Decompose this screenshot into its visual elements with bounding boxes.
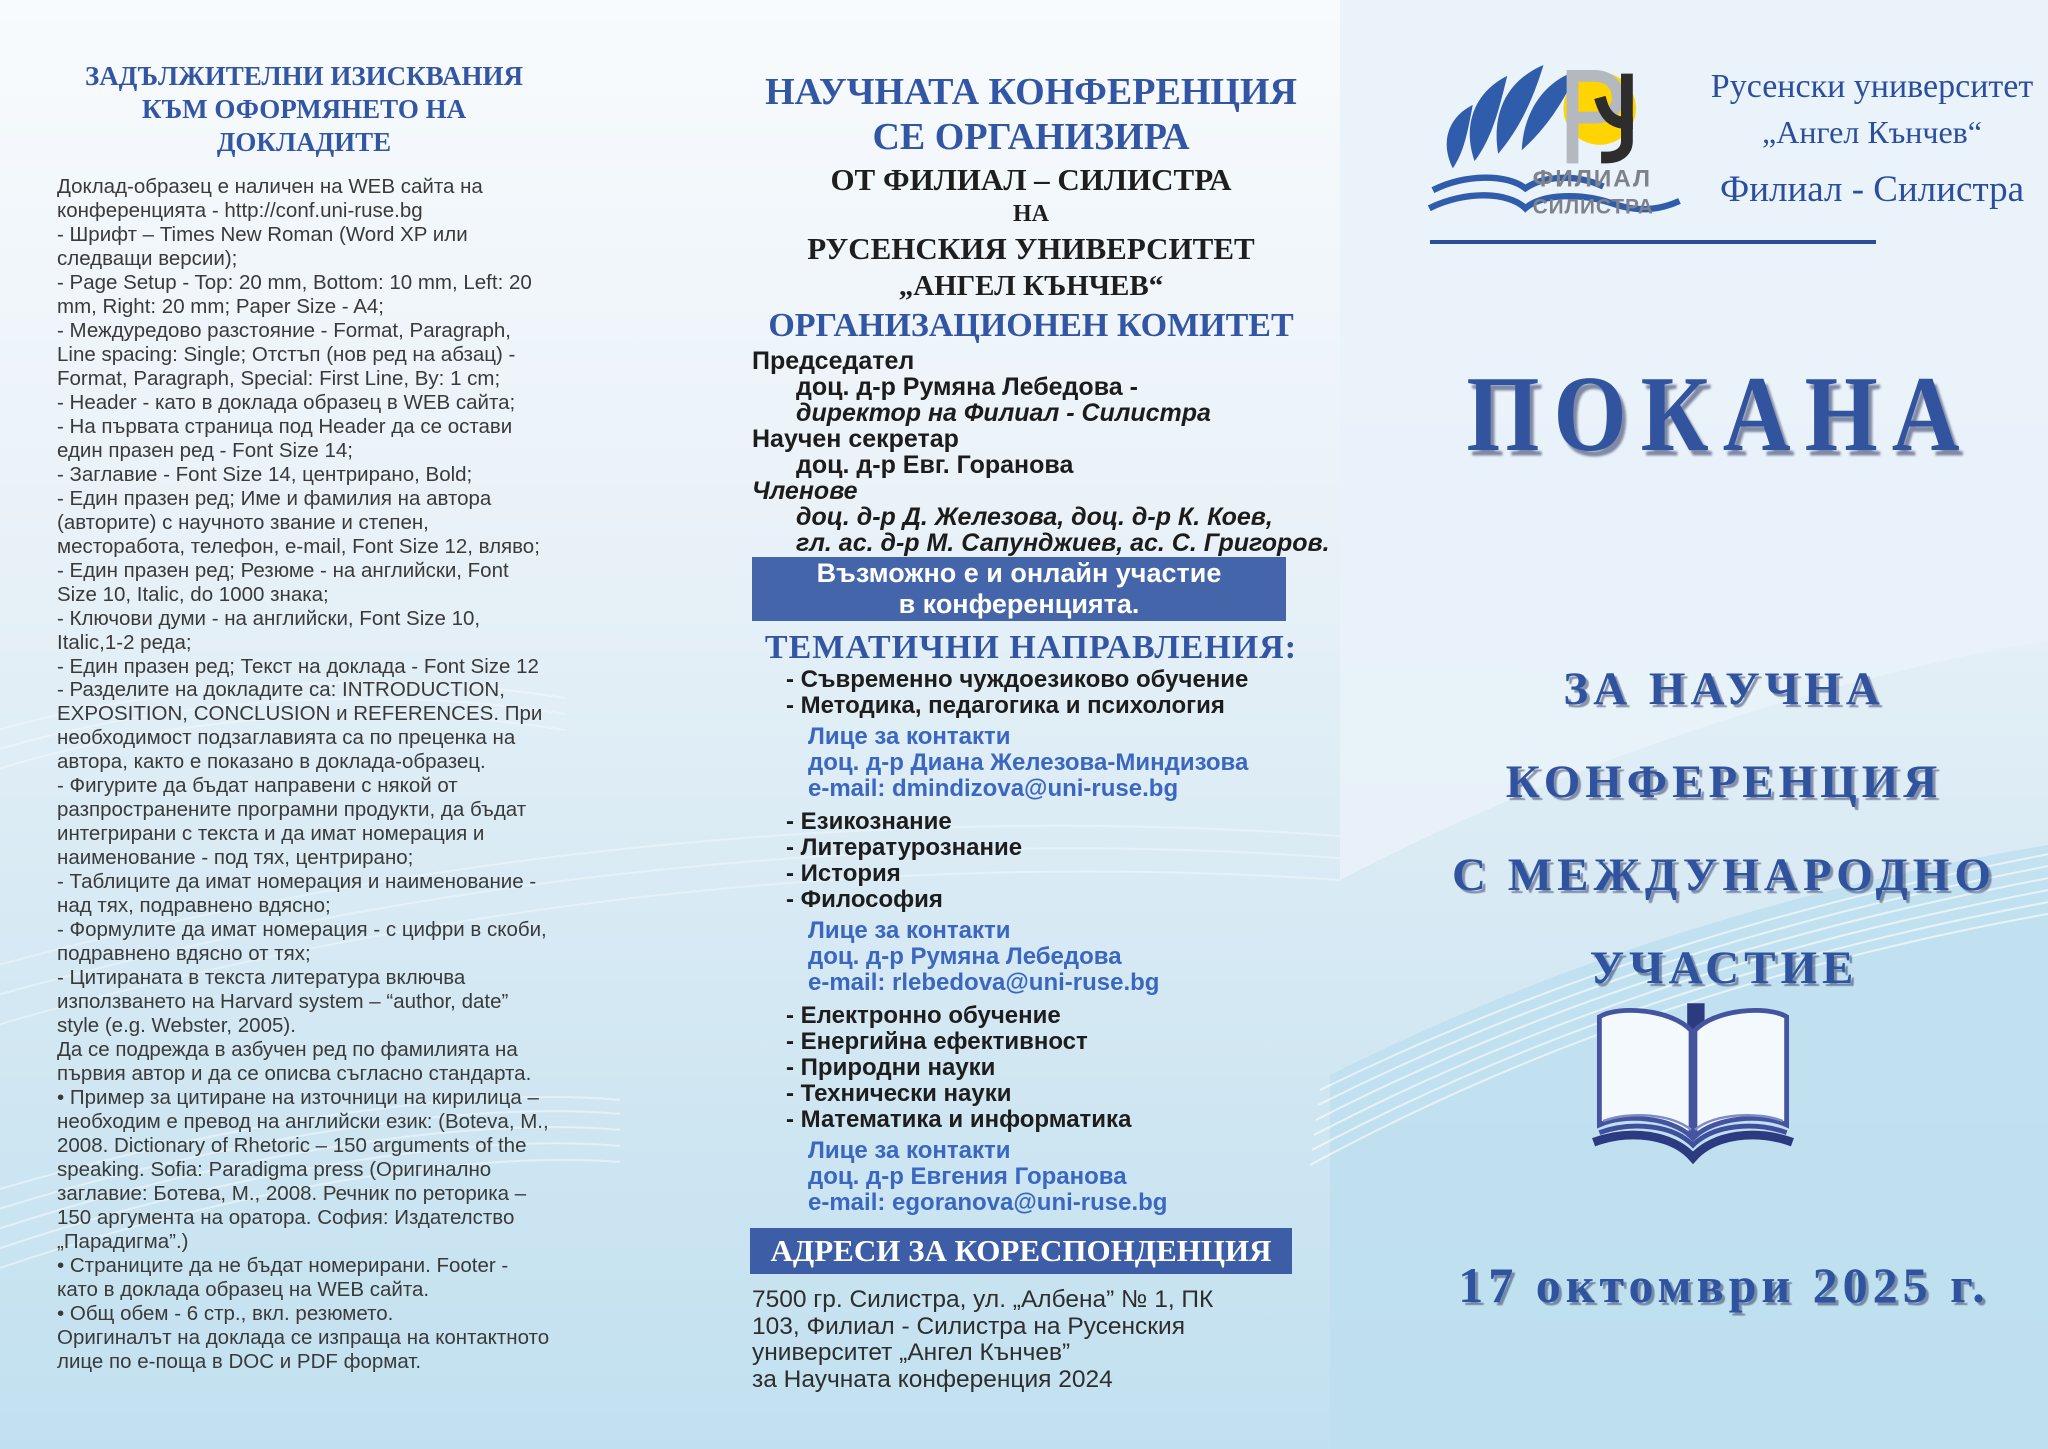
invitation-subtitle-line: КОНФЕРЕНЦИЯ [1505, 755, 1943, 808]
organizer-heading-line: СЕ ОРГАНИЗИРА [872, 116, 1190, 158]
committee-line: доц. д-р Д. Железова, доц. д-р К. Коев, [796, 503, 1273, 531]
organizer-heading-line: ОРГАНИЗАЦИОНЕН КОМИТЕТ [768, 307, 1294, 344]
requirement-item: - Header - като в доклада образец в WEB сайта; [57, 390, 516, 414]
header-divider [1430, 240, 1876, 244]
committee-line: Председател [752, 347, 915, 375]
topic-line: - Технически науки [786, 1080, 1012, 1107]
topic-line: Лице за контакти [808, 1137, 1011, 1164]
requirements-heading-line: КЪМ ОФОРМЯНЕТО НА ДОКЛАДИТЕ [141, 93, 467, 157]
conference-date: 17 октомври 2025 г. [1458, 1257, 1990, 1313]
open-book-icon [1582, 990, 1804, 1198]
correspondence-banner: АДРЕСИ ЗА КОРЕСПОНДЕНЦИЯ [750, 1228, 1292, 1274]
requirement-item: - Разделите на докладите са: INTRODUCTION, EXPOSITION, CONCLUSION и REFERENCES. При необходимост подзаглавията са по преценка на автора, както е показано в доклада-образец. [57, 678, 543, 774]
topic-line: доц. д-р Евгения Горанова [808, 1163, 1127, 1190]
topic-line: e-mail: dmindizova@uni-ruse.bg [808, 775, 1179, 802]
university-name-line: „Ангел Кънчев“ [1762, 114, 1982, 150]
topic-line: доц. д-р Диана Железова-Миндизова [808, 749, 1249, 776]
invitation-title: ПОКАНА [1466, 354, 1974, 474]
branch-logo-icon [1422, 52, 1694, 234]
logo-branch-line2: СИЛИСТРА [1532, 195, 1654, 219]
requirement-item: Оригиналът на доклада се изпраща на контактното лице по е-поща в DOC и PDF формат. [57, 1326, 550, 1374]
organizer-heading-line: ОТ ФИЛИАЛ – СИЛИСТРА [830, 162, 1232, 197]
requirement-item: - Шрифт – Times New Roman (Word XP или следващи версии); [57, 222, 468, 270]
requirement-item: • Общ обем - 6 стр., вкл. резюмето. [57, 1302, 394, 1326]
requirement-item: - Ключови думи - на английски, Font Size 10, Italic,1-2 реда; [57, 606, 481, 654]
invitation-subtitle-line: ЗА НАУЧНА [1563, 662, 1885, 715]
topic-line: - Електронно обучение [786, 1002, 1061, 1029]
committee-line: Членове [752, 477, 858, 505]
online-banner-line: Възможно е и онлайн участие [816, 558, 1222, 588]
requirement-item: - Междуредово разстояние - Format, Paragraph, Line spacing: Single; Отстъп (нов ред на абзац) - Format, Paragraph, Special: First Line, By: 1 cm; [57, 318, 516, 390]
committee-line: гл. ас. д-р М. Сапунджиев, ас. С. Григоров. [796, 529, 1330, 557]
requirement-item: - На първата страница под Header да се остави един празен ред - Font Size 14; [57, 414, 513, 462]
online-banner-line: в конференцията. [898, 589, 1140, 619]
requirements-heading-line: ЗАДЪЛЖИТЕЛНИ ИЗИСКВАНИЯ [85, 61, 523, 91]
correspondence-address [752, 1287, 1332, 1393]
topic-line: - Природни науки [786, 1054, 996, 1081]
university-name [1704, 52, 2040, 236]
requirement-item: - Page Setup - Top: 20 mm, Bottom: 10 mm, Left: 20 mm, Right: 20 mm; Paper Size - A4; [57, 270, 532, 318]
organizer-heading-line: НАУЧНАТА КОНФЕРЕНЦИЯ [765, 71, 1297, 113]
committee-line: директор на Филиал - Силистра [796, 399, 1211, 427]
topic-line: e-mail: egoranova@uni-ruse.bg [808, 1189, 1168, 1216]
topic-line: - Математика и информатика [786, 1106, 1132, 1133]
requirement-item: • Пример за цитиране на източници на кирилица – необходим е превод на английски език: (Boteva, M., 2008. Dictionary of Rhetoric – 150 arguments of the speaking. Sofia: Paradigma press (Оригинално заглавие: Ботева, М., 2008. Речник по реторика – 150 аргумента на оратора. София: Издателство „Парадигма”.) [57, 1086, 549, 1254]
topic-line: Лице за контакти [808, 917, 1011, 944]
logo-branch-line1: ФИЛИАЛ [1532, 165, 1652, 193]
online-participation-banner [752, 557, 1286, 621]
requirements-list [57, 175, 551, 1374]
university-logo-row [1422, 52, 2040, 236]
address-line: 103, Филиал - Силистра на Русенския [752, 1312, 1185, 1340]
topic-line: - Литературознание [786, 834, 1023, 861]
topic-line: e-mail: rlebedova@uni-ruse.bg [808, 969, 1160, 996]
requirement-item: - Един празен ред; Име и фамилия на автора (авторите) с научното звание и степен, месторабота, телефон, e-mail, Font Size 12, вляво; [57, 486, 540, 558]
requirement-item: - Един празен ред; Текст на доклада - Font Size 12 [57, 654, 539, 678]
requirement-item: Доклад-образец е наличен на WEB сайта на конференцията - http://conf.uni-ruse.bg [57, 174, 483, 222]
committee-line: Научен секретар [752, 425, 959, 453]
requirement-item: - Формулите да имат номерация - с цифри в скоби, подравнено вдясно от тях; [57, 918, 547, 966]
committee-line: доц. д-р Евг. Горанова [796, 451, 1074, 479]
topic-line: - История [786, 860, 901, 887]
topics-list [786, 667, 1326, 1223]
topic-line: доц. д-р Румяна Лебедова [808, 943, 1122, 970]
topic-line: Лице за контакти [808, 723, 1011, 750]
topic-line: - Енергийна ефективност [786, 1028, 1088, 1055]
address-line: университет „Ангел Кънчев” [752, 1339, 1071, 1366]
university-name-line: Русенски университет [1710, 68, 2034, 105]
organizer-heading [748, 70, 1314, 347]
requirement-item: - Един празен ред; Резюме - на английски, Font Size 10, Italic, do 1000 знака; [57, 558, 509, 606]
requirements-heading [57, 60, 551, 159]
topic-line: - Философия [786, 886, 943, 913]
invitation-subtitle-line: С МЕЖДУНАРОДНО [1452, 848, 1996, 901]
requirement-item: • Страниците да не бъдат номерирани. Footer - като в доклада образец на WEB сайта. [57, 1254, 509, 1302]
requirement-item: - Таблиците да имат номерация и наименование - над тях, подравнено вдясно; [57, 870, 537, 918]
invitation-subtitle-line: УЧАСТИЕ [1589, 941, 1859, 994]
topic-line: - Езикознание [786, 808, 952, 835]
topic-line: - Съвременно чуждоезиково обучение [786, 666, 1249, 693]
requirement-item: - Заглавие - Font Size 14, центрирано, Bold; [57, 462, 473, 486]
requirement-item: Да се подрежда в азбучен ред по фамилията на първия автор и да се описва съгласно стандарта. [57, 1038, 532, 1086]
topic-line: - Методика, педагогика и психология [786, 692, 1225, 719]
organizer-heading-line: „АНГЕЛ КЪНЧЕВ“ [898, 270, 1164, 302]
committee-list [752, 348, 1372, 556]
requirements-panel [57, 60, 551, 1374]
invitation-subtitle [1400, 642, 2048, 1014]
logo-petals-icon [1447, 65, 1578, 168]
topics-heading: ТЕМАТИЧНИ НАПРАВЛЕНИЯ: [764, 629, 1298, 666]
requirement-item: - Фигурите да бъдат направени с някой от разпространените програмни продукти, да бъдат интегрирани с текста и да имат номерация и наименование - под тях, центрирано; [57, 774, 527, 870]
requirement-item: - Цитираната в текста литература включва използването на Harvard system – “author, date” style (e.g. Webster, 2005). [57, 966, 509, 1038]
committee-line: доц. д-р Румяна Лебедова - [796, 373, 1138, 401]
university-name-line: Филиал - Силистра [1719, 169, 2025, 210]
organizer-heading-line: РУСЕНСКИЯ УНИВЕРСИТЕТ [807, 231, 1255, 266]
address-line: 7500 гр. Силистра, ул. „Албена” № 1, ПК [752, 1286, 1214, 1313]
address-line: за Научната конференция 2024 [752, 1365, 1113, 1393]
organizer-heading-line: НА [1013, 201, 1049, 227]
